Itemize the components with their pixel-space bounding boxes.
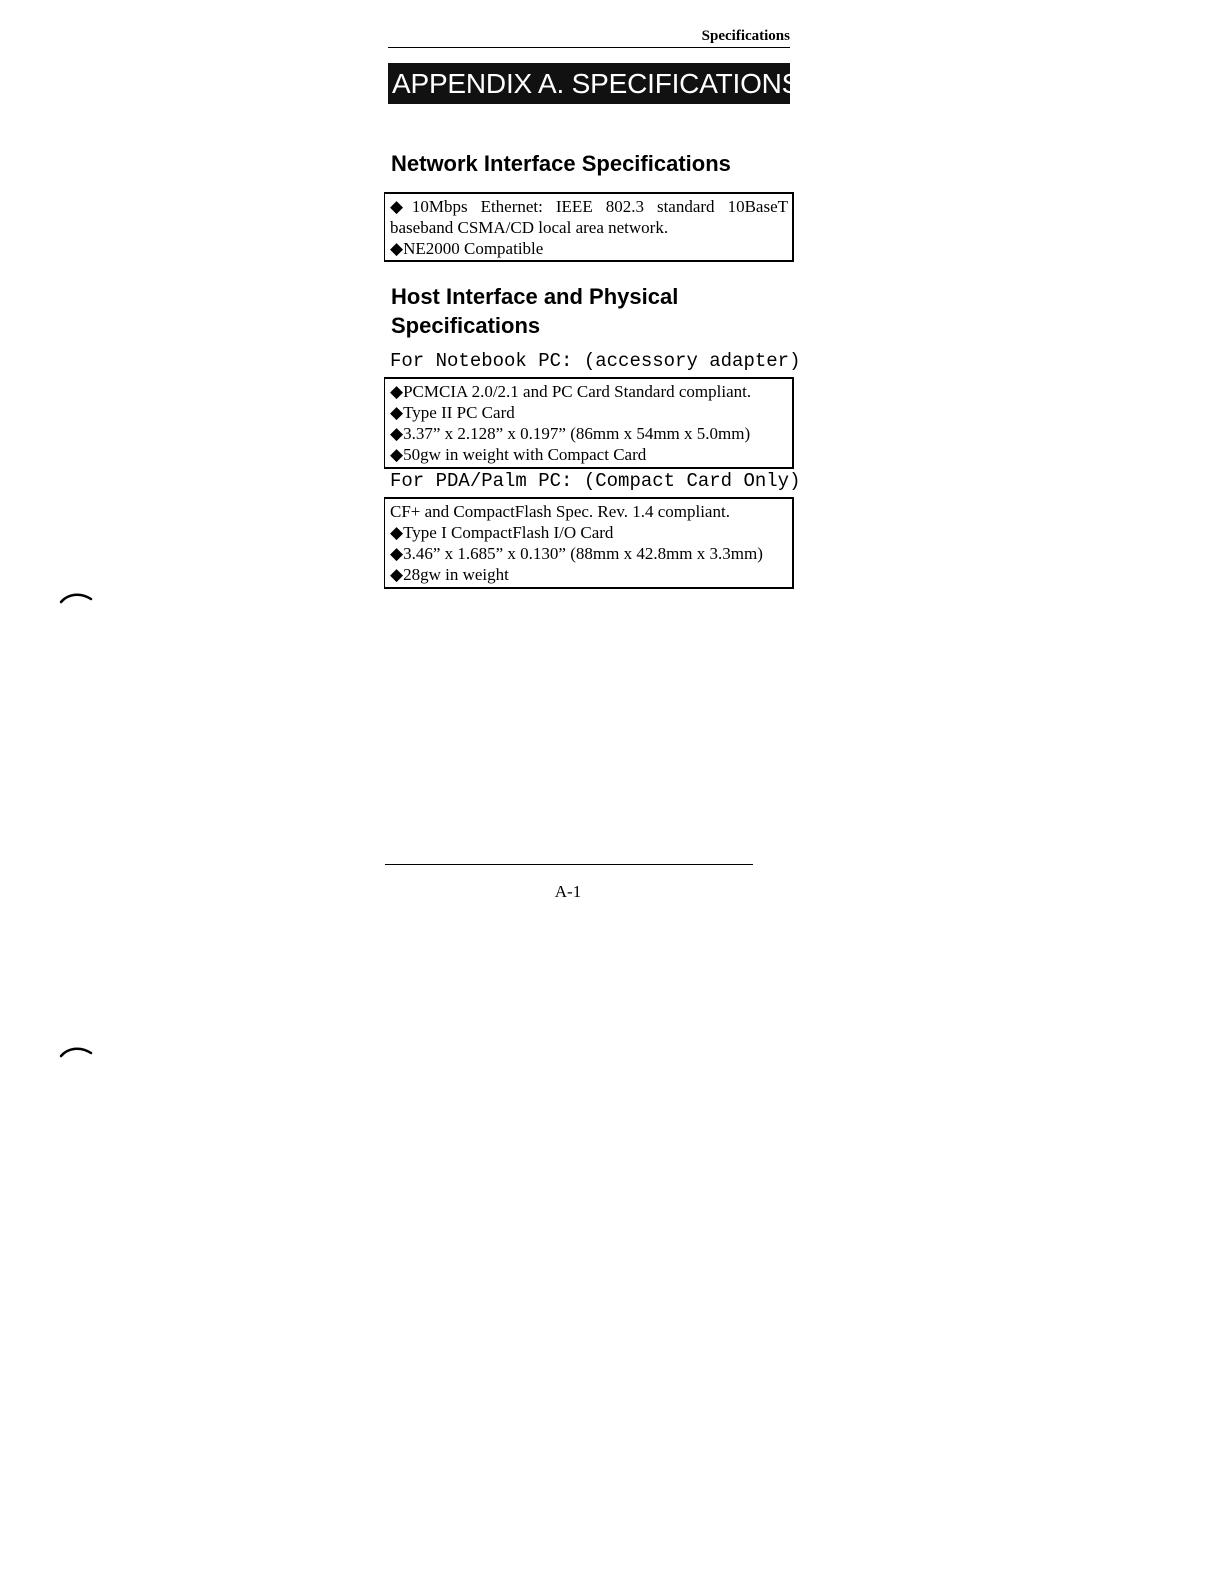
pda-spec-line: ◆3.46” x 1.685” x 0.130” (88mm x 42.8mm x 3.3mm) bbox=[390, 544, 763, 563]
network-spec-box bbox=[384, 192, 794, 262]
footer-rule bbox=[385, 864, 753, 865]
network-spec-line: ◆NE2000 Compatible bbox=[390, 239, 544, 258]
notebook-label: For Notebook PC: (accessory adapter) bbox=[390, 350, 801, 372]
pda-label: For PDA/Palm PC: (Compact Card Only) bbox=[390, 470, 801, 492]
notebook-spec-line: ◆PCMCIA 2.0/2.1 and PC Card Standard compliant. bbox=[390, 382, 752, 401]
notebook-spec-line: ◆50gw in weight with Compact Card bbox=[390, 445, 647, 464]
pda-spec-line: CF+ and CompactFlash Spec. Rev. 1.4 compliant. bbox=[390, 502, 730, 521]
appendix-banner: APPENDIX A. SPECIFICATIONS bbox=[388, 63, 790, 104]
header-rule bbox=[388, 47, 790, 48]
host-heading-line-1: Host Interface and Physical bbox=[391, 284, 679, 309]
notebook-spec-line: ◆Type II PC Card bbox=[390, 403, 515, 422]
page-number: A-1 bbox=[554, 882, 582, 901]
running-head-title: Specifications bbox=[701, 28, 790, 44]
network-spec-line: baseband CSMA/CD local area network. bbox=[390, 218, 669, 237]
pda-spec-line: ◆Type I CompactFlash I/O Card bbox=[390, 523, 614, 542]
host-heading-line-2: Specifications bbox=[391, 313, 541, 338]
binding-hole-mark-icon bbox=[58, 1044, 94, 1058]
pda-spec-line: ◆28gw in weight bbox=[390, 565, 509, 584]
pda-spec-box bbox=[384, 497, 794, 589]
notebook-spec-box bbox=[384, 377, 794, 469]
notebook-spec-line: ◆3.37” x 2.128” x 0.197” (86mm x 54mm x 5.0mm) bbox=[390, 424, 751, 443]
network-section-heading: Network Interface Specifications bbox=[391, 151, 731, 176]
host-section-heading bbox=[391, 282, 791, 340]
network-spec-line: ◆10Mbps Ethernet: IEEE 802.3 standard 10BaseT bbox=[390, 197, 788, 216]
binding-hole-mark-icon bbox=[58, 590, 94, 604]
